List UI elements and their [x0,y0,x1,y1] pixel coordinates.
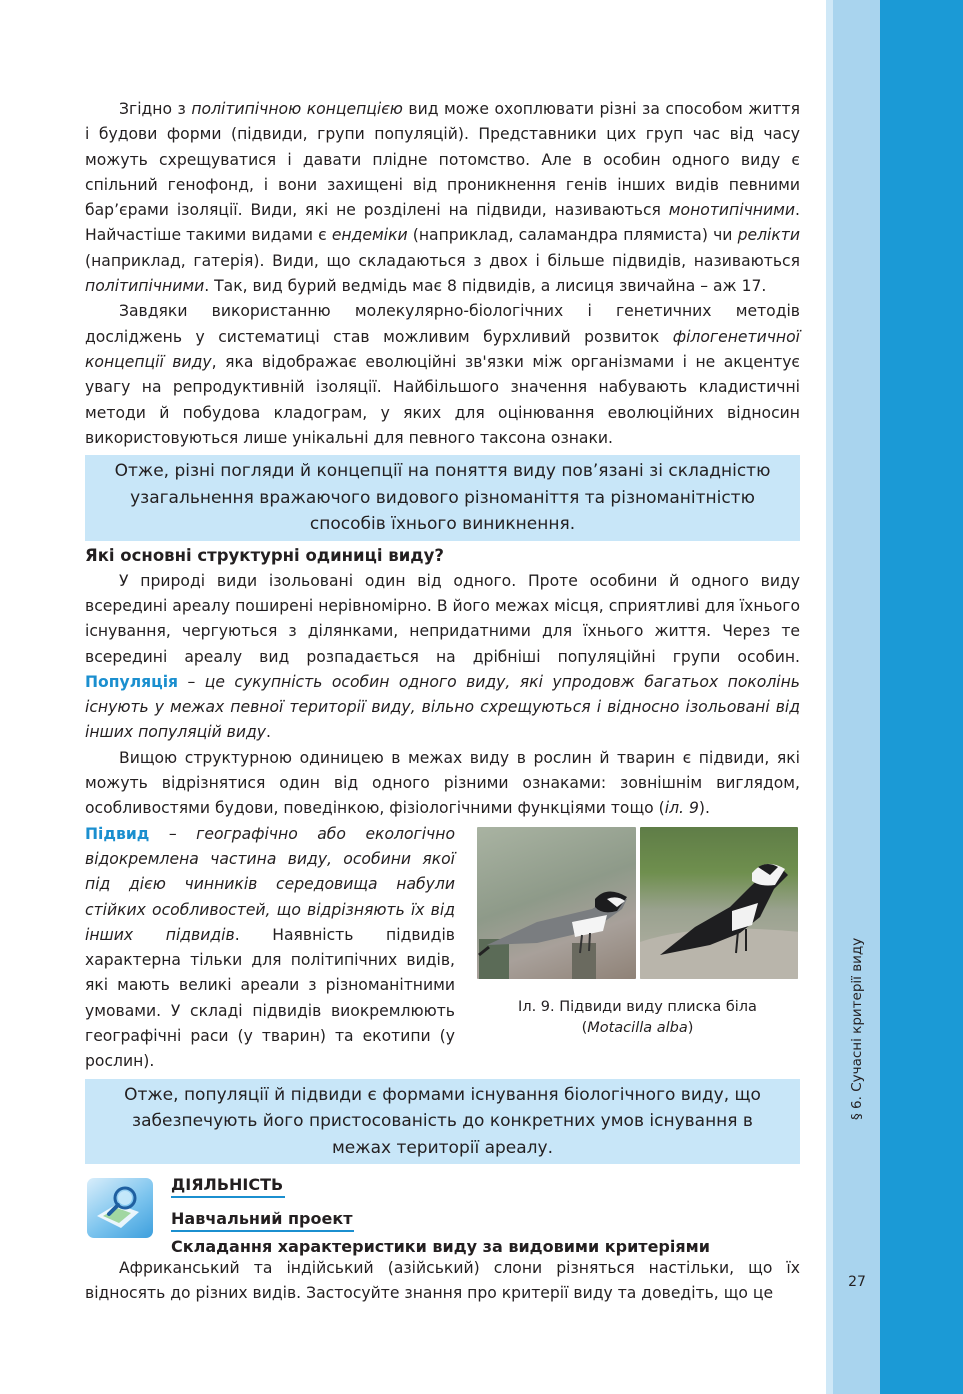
section-label: § 6. Сучасні критерії виду [849,937,865,1120]
activity-heading: Складання характеристики виду за видовими критеріями [171,1237,710,1257]
sidebar-dark-band [880,0,963,1394]
figure-caption: Іл. 9. Підвиди виду плиска біла (Motacilla alba) [518,998,757,1036]
activity-title: ДІЯЛЬНІСТЬ [171,1174,285,1198]
section-heading: Які основні структурні одиниці виду? [85,545,444,565]
wagtail-photo-1 [477,827,636,979]
paragraph-phylogenetic: Завдяки використанню молекулярно-біологічних і генетичних методів досліджень у систематиці став можливим бурхливий розвиток філогенетичної концепції виду, яка відображає еволюційні зв'язки між організмами і не акцентує увагу на репродуктивній ізоляції. Найбільшого значення набувають кладистичні методи й побудова кладограм, у яких для оцінювання еволюційних відносин використовуються лише унікальні для певного таксона ознаки. [85,302,800,447]
page-content [85,97,800,1307]
figure-wagtail [477,822,798,1075]
paragraph-activity: Африканський та індійський (азійський) слони різняться настільки, що їх відносять до різних видів. Застосуйте знання про критерії виду та доведіть, що це [85,1259,800,1303]
paragraph-subspecies-intro: Вищою структурною одиницею в межах виду в рослин й тварин є підвиди, які можуть відрізнятися один від одного різними ознаками: зовнішнім виглядом, особливостями будови, поведінкою, фізіологічними функціями тощо (іл. 9). [85,748,800,818]
term-subspecies: Підвид [85,824,150,843]
activity-section [85,1174,800,1256]
subspecies-block [85,822,800,1075]
conclusion-box-2: Отже, популяції й підвиди є формами існування біологічного виду, що забезпечують його пристосованість до конкретних умов існування в межах території ареалу. [85,1079,800,1165]
sidebar-light-band [826,0,880,1394]
activity-subtitle: Навчальний проект [171,1208,354,1232]
paragraph-polytypic: Згідно з політипічною концепцією вид може охоплювати різні за способом життя і будови форми (підвиди, групи популяцій). Представники цих груп час від часу можуть схрещуватися і давати плідне потомство. Але в особин одного виду є спільний генофонд, і вони захищені від проникнення генів інших видів певними бар’єрами ізоляції. Види, які не розділені на підвиди, називаються монотипічними. Найчастіше такими видами є ендеміки (наприклад, саламандра плямиста) чи релікти (наприклад, гатерія). Види, що складаються з двох і більше підвидів, називаються політипічними. Так, вид бурий ведмідь має 8 підвидів, а лисиця звичайна – аж 17. [85,100,801,296]
paragraph-population: У природі види ізольовані один від одного. Проте особини й одного виду всередині ареалу поширені нерівномірно. В його межах місця, сприятливі для їхнього існування, чергуються з ділянками, непридатними для їхнього життя. Через те всередині ареалу вид розпадається на дрібніші популяційні групи особин. Популяція – це сукупність особин одного виду, які упродовж багатьох поколінь існують у межах певної території виду, вільно схрещуються і відносно ізольовані від інших популяцій виду. [85,571,800,742]
paragraph-subspecies: Підвид – географічно або екологічно відокремлена частина виду, особини якої під дією чинників середовища набули стійких особливостей, що відрізняють їх від інших підвидів. Наявність підвидів характерна тільки для політипічних видів, які мають великі ареали з різноманітними умовами. У складі підвидів виокремлюють географічні раси (у тварин) та екотипи (у рослин). [85,824,455,1071]
map-magnifier-icon [87,1178,153,1238]
page-number: 27 [848,1274,866,1290]
term-population: Популяція [85,672,179,691]
figure-photos [477,827,798,979]
conclusion-box-1: Отже, різні погляди й концепції на поняття виду пов’язані зі складністю узагальнення вражаючого видового різноманіття та різноманітністю способів їхнього виникнення. [85,455,800,541]
wagtail-photo-2 [640,827,799,979]
sidebar-edge [826,0,833,1394]
